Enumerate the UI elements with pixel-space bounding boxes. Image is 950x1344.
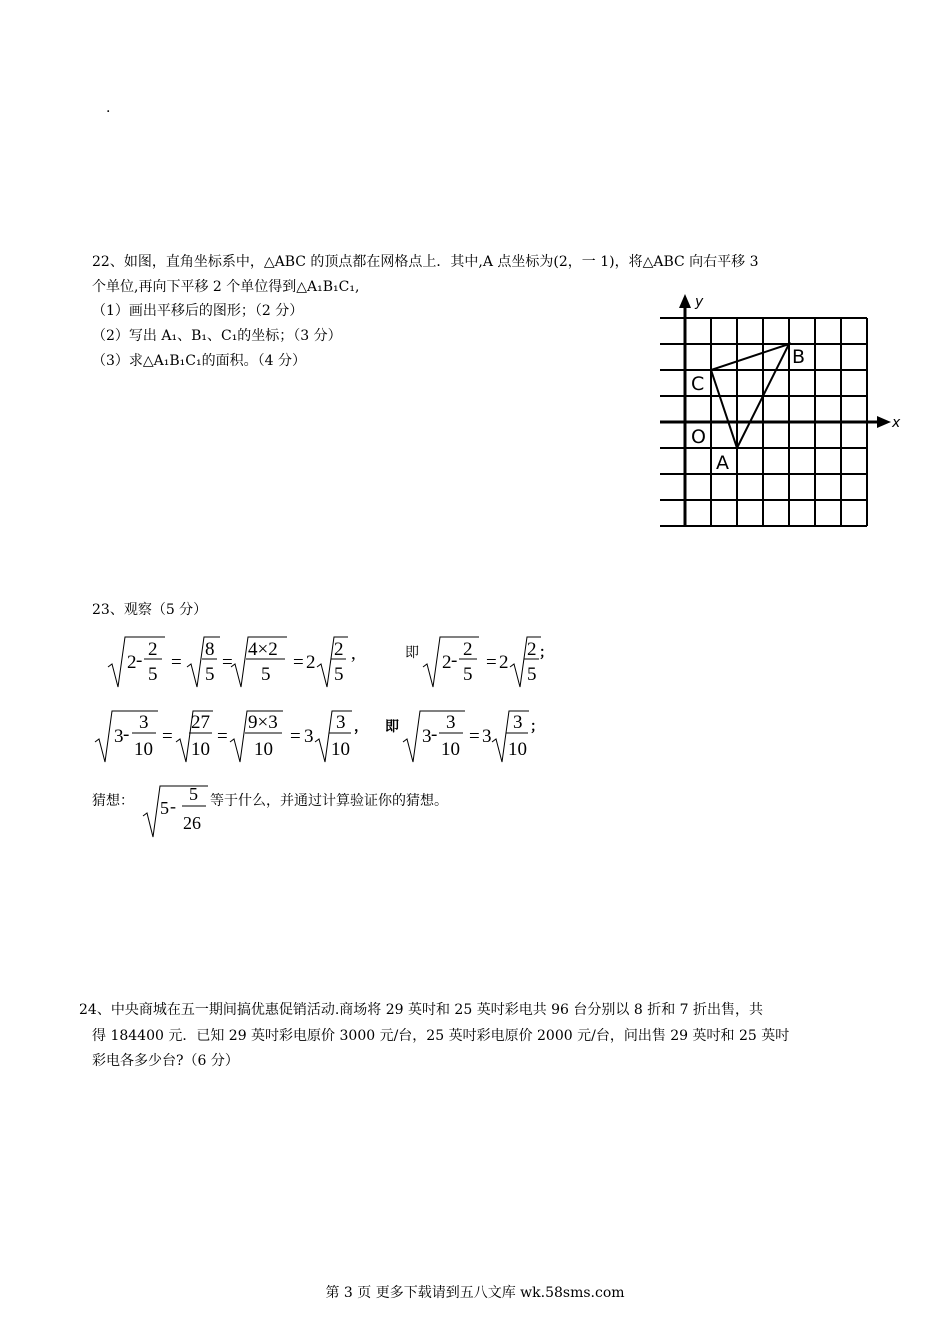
y-axis-label: y: [695, 294, 704, 310]
minus-sign: -: [123, 724, 130, 745]
numerator: 2: [527, 639, 537, 660]
equals-sign: =: [293, 652, 304, 673]
coefficient: 2: [499, 652, 509, 673]
minus-sign: -: [136, 650, 143, 671]
sqrt-sign: [187, 637, 220, 687]
comma: ,: [351, 643, 356, 664]
q22-item3: （3）求△A₁B₁C₁的面积。（4 分）: [92, 353, 306, 369]
q23-title: 23、观察（5 分）: [92, 602, 208, 618]
numerator: 8: [205, 639, 215, 660]
denominator: 26: [183, 813, 201, 833]
label-b: B: [792, 346, 806, 368]
coefficient: 3: [304, 726, 314, 747]
q23-guess-expression: [140, 782, 212, 840]
radicand-a: 5: [160, 798, 169, 818]
equals-sign: =: [290, 726, 301, 747]
denominator: 5: [463, 664, 473, 685]
numerator: 3: [513, 712, 523, 733]
denominator: 5: [527, 664, 537, 685]
radicand-a: 2: [442, 652, 452, 673]
minus-sign: -: [451, 650, 458, 671]
q22-line2: 个单位,再向下平移 2 个单位得到△A₁B₁C₁,: [92, 279, 360, 295]
page-footer: 第 3 页 更多下载请到五八文库 wk.58sms.com: [325, 1285, 625, 1301]
denominator: 10: [191, 739, 210, 760]
denominator: 5: [205, 664, 215, 685]
numerator: 3: [446, 712, 456, 733]
coefficient: 2: [306, 652, 316, 673]
q23-guess-text: 等于什么，并通过计算验证你的猜想。: [210, 793, 448, 809]
numerator: 2: [463, 639, 473, 660]
q23-equation-row2: [92, 707, 562, 765]
semicolon: ；: [530, 719, 544, 735]
equals-sign: =: [171, 652, 182, 673]
numerator: 9×3: [248, 712, 278, 733]
denominator: 10: [331, 739, 350, 760]
numerator: 5: [189, 784, 198, 804]
q23-equation-row1: [105, 635, 565, 690]
q22-item2: （2）写出 A₁、B₁、C₁的坐标；（3 分）: [92, 328, 342, 344]
minus-sign: -: [170, 796, 176, 816]
label-a: A: [716, 452, 729, 474]
numerator: 3: [139, 712, 149, 733]
numerator: 3: [336, 712, 346, 733]
numerator: 2: [148, 639, 158, 660]
label-c: C: [691, 373, 705, 395]
comma: ，: [354, 719, 368, 735]
radicand-a: 3: [114, 726, 124, 747]
x-axis-label: x: [892, 415, 901, 431]
q22-item1: （1）画出平移后的图形；（2 分）: [92, 303, 304, 319]
semicolon: ；: [539, 645, 553, 661]
ji-label: 即: [405, 645, 419, 661]
q22-line1: 22、如图，直角坐标系中，△ABC 的顶点都在网格点上．其中,A 点坐标为(2，一 1)，将△ABC 向右平移 3: [92, 254, 759, 270]
denominator: 5: [334, 664, 344, 685]
equals-sign: =: [222, 652, 233, 673]
q24-line3: 彩电各多少台?（6 分）: [92, 1053, 239, 1069]
numerator: 27: [191, 712, 210, 733]
denominator: 10: [508, 739, 527, 760]
ji-label: 即: [385, 719, 399, 735]
equals-sign: =: [486, 652, 497, 673]
stray-dot: ·: [106, 104, 111, 120]
numerator: 4×2: [248, 639, 278, 660]
q23-guess-label: 猜想：: [92, 793, 134, 809]
radicand-a: 2: [127, 652, 137, 673]
coordinate-grid-figure: [655, 290, 905, 535]
coefficient: 3: [482, 726, 492, 747]
equals-sign: =: [217, 726, 228, 747]
q24-line1: 24、中央商城在五一期间搞优惠促销活动.商场将 29 英吋和 25 英吋彩电共 96 台分别以 8 折和 7 折出售，共: [79, 1002, 764, 1018]
numerator: 2: [334, 639, 344, 660]
equals-sign: =: [162, 726, 173, 747]
denominator: 10: [254, 739, 273, 760]
denominator: 5: [261, 664, 271, 685]
denominator: 5: [148, 664, 158, 685]
x-axis-arrow-icon: [877, 416, 891, 428]
y-axis-arrow-icon: [679, 294, 691, 308]
radicand-a: 3: [422, 726, 432, 747]
label-origin: O: [691, 426, 706, 448]
denominator: 10: [441, 739, 460, 760]
denominator: 10: [134, 739, 153, 760]
q24-line2: 得 184400 元．已知 29 英吋彩电原价 3000 元/台，25 英吋彩电原价 2000 元/台，问出售 29 英吋和 25 英吋: [92, 1028, 790, 1044]
minus-sign: -: [431, 724, 438, 745]
equals-sign: =: [469, 726, 480, 747]
